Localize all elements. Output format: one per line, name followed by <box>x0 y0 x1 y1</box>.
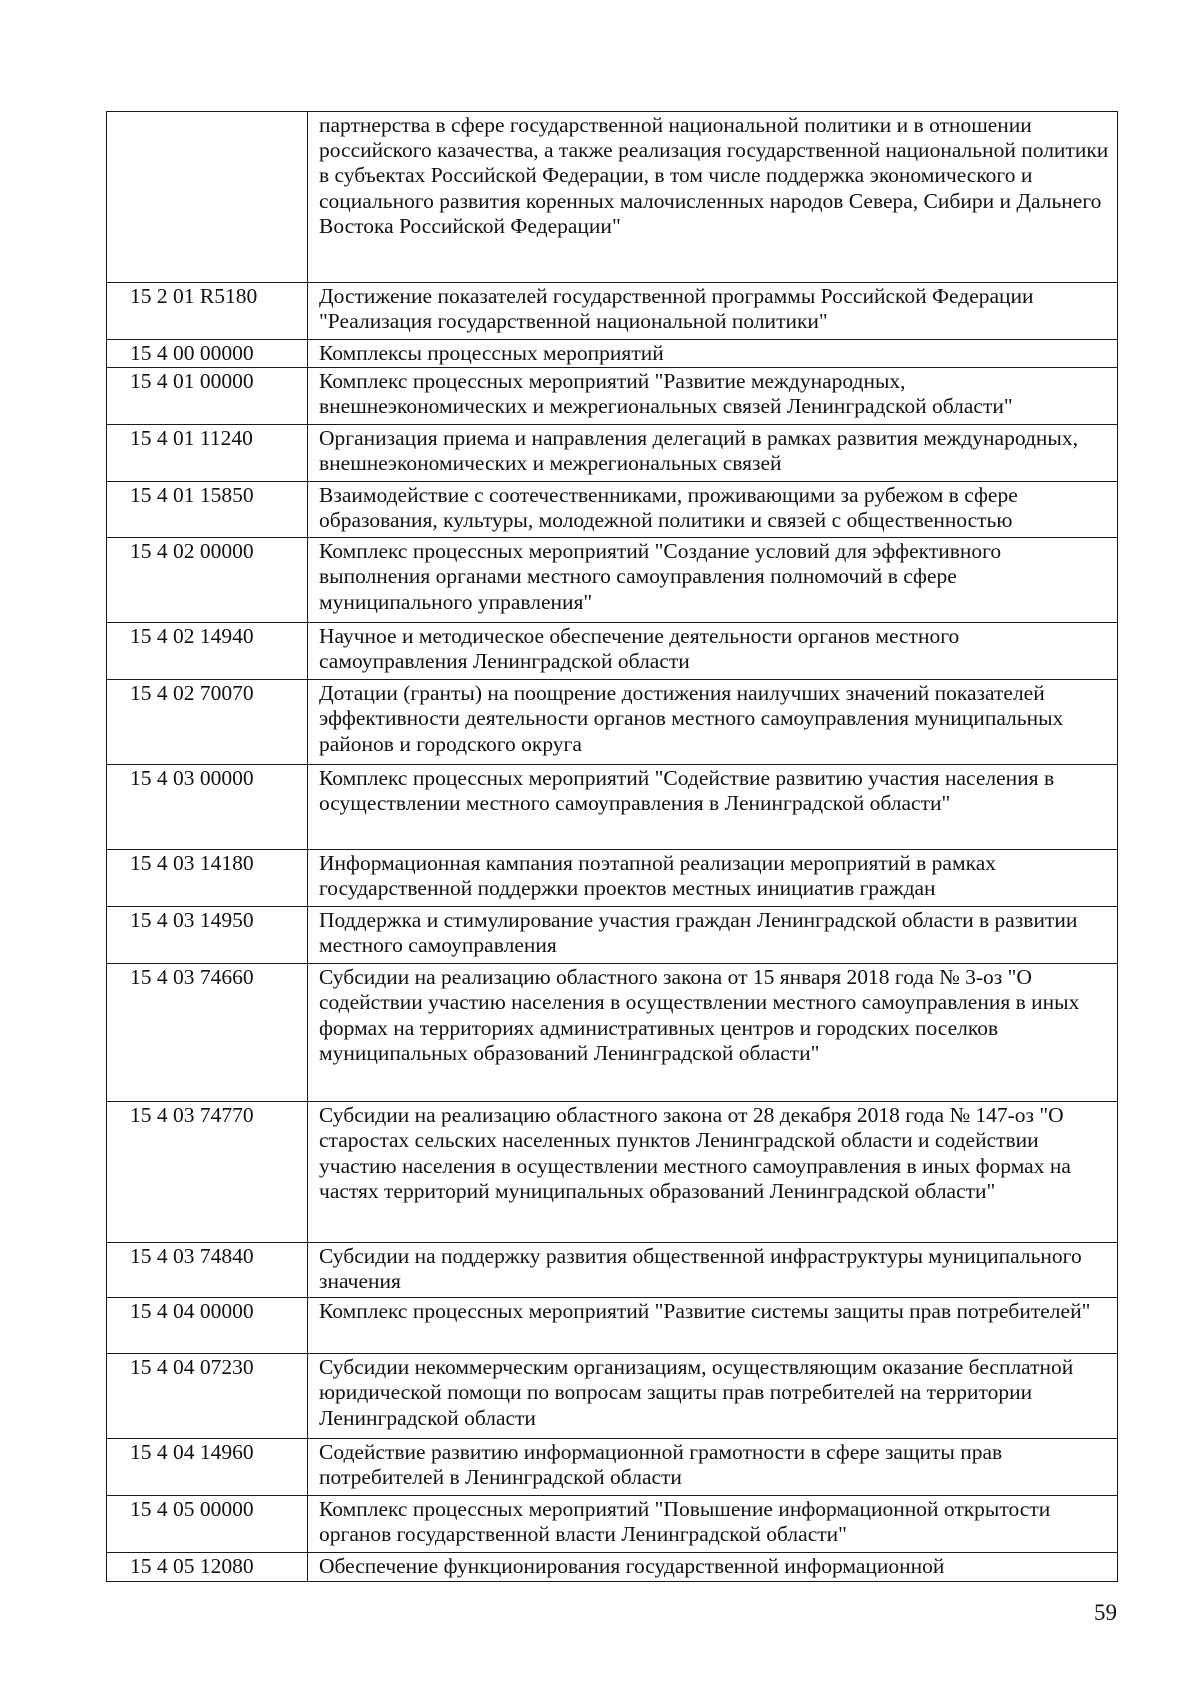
row-code: 15 4 05 12080 <box>107 1553 308 1582</box>
row-code: 15 4 00 00000 <box>107 340 308 368</box>
row-description: Комплекс процессных мероприятий "Развитие международных, внешнеэкономических и межрегиональных связей Ленинградской области" <box>308 368 1118 425</box>
row-code: 15 4 04 07230 <box>107 1354 308 1439</box>
table-row <box>107 340 1118 368</box>
row-code: 15 4 02 70070 <box>107 680 308 765</box>
table-row <box>107 112 1118 283</box>
row-description: Организация приема и направления делегаций в рамках развития международных, внешнеэкономических и межрегиональных связей <box>308 425 1118 482</box>
row-description: Субсидии на поддержку развития общественной инфраструктуры муниципального значения <box>308 1243 1118 1298</box>
row-code: 15 2 01 R5180 <box>107 283 308 340</box>
row-code: 15 4 03 74770 <box>107 1102 308 1243</box>
table-row <box>107 1298 1118 1354</box>
table-row <box>107 538 1118 623</box>
row-code: 15 4 04 14960 <box>107 1439 308 1496</box>
row-code: 15 4 03 74660 <box>107 964 308 1102</box>
table-row <box>107 907 1118 964</box>
table-row <box>107 850 1118 907</box>
row-description: Поддержка и стимулирование участия граждан Ленинградской области в развитии местного самоуправления <box>308 907 1118 964</box>
table-row <box>107 368 1118 425</box>
table-row <box>107 1439 1118 1496</box>
table-row <box>107 425 1118 482</box>
row-description: Взаимодействие с соотечественниками, проживающими за рубежом в сфере образования, культуры, молодежной политики и связей с общественностью <box>308 482 1118 538</box>
row-description: Субсидии на реализацию областного закона от 28 декабря 2018 года № 147-оз "О старостах сельских населенных пунктов Ленинградской области и содействии участию населения в осуществлении местного самоуправления в иных формах на частях территорий муниципальных образований Ленинградской области" <box>308 1102 1118 1243</box>
row-description: Научное и методическое обеспечение деятельности органов местного самоуправления Ленинградской области <box>308 623 1118 680</box>
row-code: 15 4 01 00000 <box>107 368 308 425</box>
row-description: Обеспечение функционирования государственной информационной <box>308 1553 1118 1582</box>
row-description: Комплекс процессных мероприятий "Повышение информационной открытости органов государственной власти Ленинградской области" <box>308 1496 1118 1553</box>
table-row <box>107 482 1118 538</box>
table-row <box>107 1102 1118 1243</box>
row-description: Субсидии некоммерческим организациям, осуществляющим оказание бесплатной юридической помощи по вопросам защиты прав потребителей на территории Ленинградской области <box>308 1354 1118 1439</box>
row-description: Дотации (гранты) на поощрение достижения наилучших значений показателей эффективности деятельности органов местного самоуправления муниципальных районов и городского округа <box>308 680 1118 765</box>
row-code: 15 4 01 11240 <box>107 425 308 482</box>
row-code: 15 4 03 00000 <box>107 765 308 850</box>
row-description: Субсидии на реализацию областного закона от 15 января 2018 года № 3-оз "О содействии участию населения в осуществлении местного самоуправления в иных формах на территориях административных центров и городских поселков муниципальных образований Ленинградской области" <box>308 964 1118 1102</box>
table-row <box>107 1553 1118 1582</box>
row-code: 15 4 02 14940 <box>107 623 308 680</box>
table-row <box>107 964 1118 1102</box>
row-code: 15 4 01 15850 <box>107 482 308 538</box>
table-row <box>107 765 1118 850</box>
row-description: Информационная кампания поэтапной реализации мероприятий в рамках государственной поддержки проектов местных инициатив граждан <box>308 850 1118 907</box>
row-code: 15 4 03 14180 <box>107 850 308 907</box>
table-row <box>107 1354 1118 1439</box>
row-description: Комплексы процессных мероприятий <box>308 340 1118 368</box>
table-row <box>107 1496 1118 1553</box>
budget-code-table <box>106 111 1118 1582</box>
row-description: Комплекс процессных мероприятий "Развитие системы защиты прав потребителей" <box>308 1298 1118 1354</box>
table-row <box>107 680 1118 765</box>
row-description: партнерства в сфере государственной национальной политики и в отношении российского казачества, а также реализация государственной национальной политики в субъектах Российской Федерации, в том числе поддержка экономического и социального развития коренных малочисленных народов Севера, Сибири и Дальнего Востока Российской Федерации" <box>308 112 1118 283</box>
table-row <box>107 283 1118 340</box>
row-code: 15 4 03 74840 <box>107 1243 308 1298</box>
row-code: 15 4 02 00000 <box>107 538 308 623</box>
row-description: Достижение показателей государственной программы Российской Федерации "Реализация государственной национальной политики" <box>308 283 1118 340</box>
row-code <box>107 112 308 283</box>
table-row <box>107 623 1118 680</box>
row-code: 15 4 05 00000 <box>107 1496 308 1553</box>
row-code: 15 4 03 14950 <box>107 907 308 964</box>
page-number: 59 <box>1094 1600 1117 1625</box>
table-row <box>107 1243 1118 1298</box>
row-description: Комплекс процессных мероприятий "Создание условий для эффективного выполнения органами местного самоуправления полномочий в сфере муниципального управления" <box>308 538 1118 623</box>
row-code: 15 4 04 00000 <box>107 1298 308 1354</box>
row-description: Комплекс процессных мероприятий "Содействие развитию участия населения в осуществлении местного самоуправления в Ленинградской области" <box>308 765 1118 850</box>
row-description: Содействие развитию информационной грамотности в сфере защиты прав потребителей в Ленинградской области <box>308 1439 1118 1496</box>
